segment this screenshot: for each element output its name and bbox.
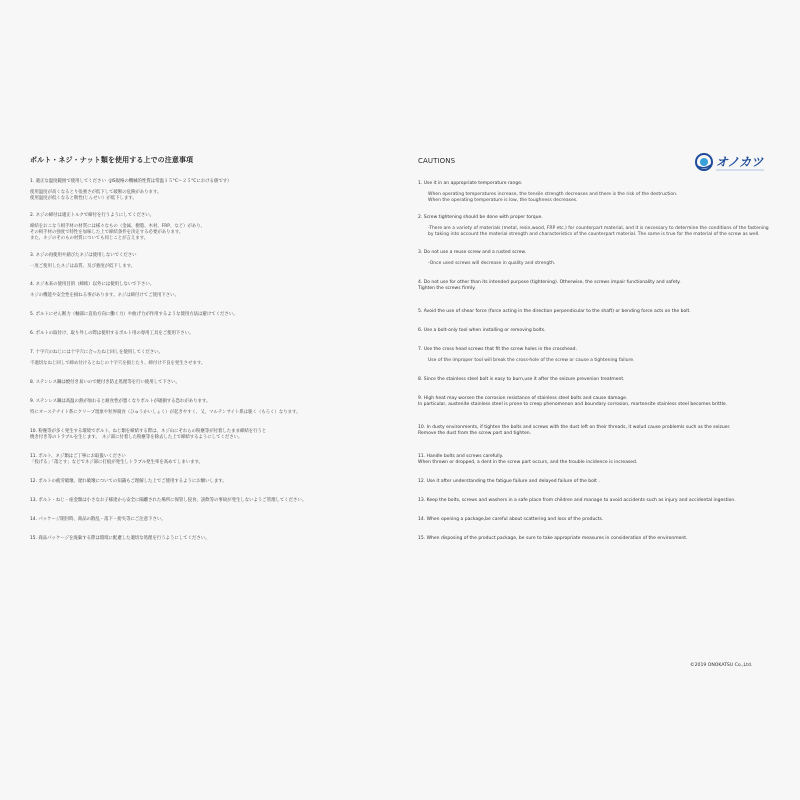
jp-item-head: 14. パッケージ開封時、商品の散乱・落下・紛失等にご注意下さい。 bbox=[30, 517, 166, 522]
jp-item-head: 3. ネジの再使用や錆びたネジは使用しないでください bbox=[30, 253, 137, 258]
en-item-12 bbox=[418, 479, 788, 485]
en-item-head: 8. Since the stainless steel bolt is easy to burn,use it after the seizure prevenion treatment. bbox=[418, 377, 625, 382]
en-item-note: -There are a variety of materials (metal, resin,wood, FRP etc.) for counterpart material, and it is necessary to determine the conditions of the fastening by taking into account the material strength and characteristics of the counterpart material. The same is true for the material of the screw as well. bbox=[428, 226, 769, 237]
en-item-14 bbox=[418, 517, 788, 523]
en-item-head: 2. Screw tightening should be done with proper torque. bbox=[418, 215, 543, 220]
en-item-head: 5. Avoid the use of shear force (force acting in the direction perpendicular to the shaft) or bending force acts on the bolt. bbox=[418, 309, 691, 314]
en-item-7 bbox=[418, 347, 788, 364]
jp-item-note: ネジの機能や安全性を損ねる事があります。ネジは締付けてご使用下さい。 bbox=[30, 293, 179, 298]
jp-title: ボルト・ネジ・ナット類を使用する上での注意事項 bbox=[30, 156, 194, 164]
jp-item-note: 締結をおこなう相手材の材質には様々なもの（金属、樹脂、木材、FRP、など）があり、 その相手材の強度で特性を加味した上で締結条件を決定する必要があります。 また、ネジのそのもの材質についても同じことが言えます。 bbox=[30, 224, 206, 241]
en-item-4 bbox=[418, 280, 788, 292]
jp-item-12 bbox=[30, 479, 390, 485]
en-item-13 bbox=[418, 498, 788, 504]
jp-item-head: 6. ボルトの取付け、取り外しの際は使用するボルト用の専用工具をご使用下さい。 bbox=[30, 331, 194, 336]
en-item-list bbox=[418, 181, 788, 542]
en-item-15 bbox=[418, 536, 788, 542]
jp-item-head: 13. ボルト・ねじ・座金類は小さなお子様達から安全に隔離された場所に保管し侵食、誤飲等の事故が発生しないようご管理してください。 bbox=[30, 498, 307, 503]
jp-item-head: 12. ボルトの疲労破壊、遅れ破壊についての知識もご理解した上でご使用するようにお願いします。 bbox=[30, 479, 227, 484]
jp-item-13 bbox=[30, 498, 390, 504]
en-item-note: -Once used screws will decrease in quality and strength. bbox=[428, 261, 556, 266]
jp-item-list bbox=[30, 179, 390, 542]
jp-item-head: 7. 十字穴のねじには十字穴に合ったねじ回しを使用してください。 bbox=[30, 350, 163, 355]
jp-item-head: 10. 粉塵等が多く発生する環境でボルト、ねじ類を締結する際は、ネジ山にそれらの粉塵等が付着したまま締結を行うと 焼き付き等のトラブルを生じます。 ネジ部に付着した粉塵等を除去した上で締結するようにしてください。 bbox=[30, 429, 267, 440]
en-item-3 bbox=[418, 250, 788, 267]
jp-item-head: 11. ボルト、ネジ類はご丁寧にお取扱いください 「投げる」「落とす」などでネジ部に打痕が発生しトラブル発生率を高めてしまいます。 bbox=[30, 454, 203, 465]
en-item-8 bbox=[418, 377, 788, 383]
english-cautions bbox=[418, 157, 788, 542]
jp-item-4 bbox=[30, 282, 390, 299]
jp-item-head: 2. ネジの締付は適正トルクで締付を行うようにしてください。 bbox=[30, 213, 155, 218]
en-item-2 bbox=[418, 215, 788, 238]
en-item-9 bbox=[418, 396, 788, 408]
jp-item-5 bbox=[30, 312, 390, 318]
jp-item-head: 8. ステンレス鋼は焼付き易いので焼付き防止処理等を行い使用して下さい。 bbox=[30, 380, 180, 385]
en-item-head: 10. In dusty environments, if tighten the bolts and screws with the dust left on their threads, it wolud cause problemls such as the seizuer. Remove the dust from the screw part and tighten. bbox=[418, 425, 731, 436]
en-item-head: 6. Use a bolt-only tool when installing or removing bolts. bbox=[418, 328, 546, 333]
logo-wordmark: オノカツ bbox=[716, 155, 764, 169]
jp-item-head: 4. ネジ本来の使用目的（締結）以外には使用しないで下さい。 bbox=[30, 282, 155, 287]
en-item-head: 1. Use it in an appropriate temperature range. bbox=[418, 181, 523, 186]
onokatsu-logo bbox=[694, 151, 766, 173]
onokatsu-logo-icon bbox=[694, 151, 766, 173]
jp-item-note: 特にオーステナイト系にクリープ現象や粒界腐食（ひゅうかいしょく）が起きやすく、又、マルテンサイト系は脆く（もろく）なります。 bbox=[30, 410, 301, 415]
en-item-head: 14. When opening a package,be careful about scattering and loss of the products. bbox=[418, 517, 604, 522]
copyright: ©2019 ONOKATSU Co.,Ltd. bbox=[690, 663, 753, 668]
en-item-10 bbox=[418, 425, 788, 437]
jp-item-head: 15. 商品パッケージを廃棄する際は環境に配慮した適切な処理を行うようにしてください。 bbox=[30, 536, 210, 541]
jp-item-10 bbox=[30, 429, 390, 441]
jp-item-1 bbox=[30, 179, 390, 202]
en-item-note: Use of the improper tool will break the cross-hole of the screw or cause a tightening failure. bbox=[428, 358, 635, 363]
jp-item-head: 5. ボルトにせん断力（軸部に直角方向に働く力）や曲げ力が作用するような使用方法は避けてください。 bbox=[30, 312, 238, 317]
jp-item-7 bbox=[30, 350, 390, 367]
en-title: CAUTIONS bbox=[418, 157, 456, 165]
jp-item-11 bbox=[30, 454, 390, 466]
jp-item-8 bbox=[30, 380, 390, 386]
en-item-head: 15. When disposing of the product package, be sure to take appropriate measures in consideration of the environment. bbox=[418, 536, 688, 541]
en-item-head: 12. Use it after understanding the fatigue failure and delayed failure of the bolt . bbox=[418, 479, 600, 484]
jp-item-9 bbox=[30, 399, 390, 416]
jp-item-note: 一度ご使用したネジは品質、及び強度が低下します。 bbox=[30, 264, 136, 269]
en-item-head: 4. Do not use for other than its intended purpose (tightening). Otherwise, the screws impair functionality and safety. Tighten the screws firmly. bbox=[418, 280, 681, 291]
jp-item-head: 1. 適正な温度範囲で使用してください（JIS規格の機械的性質は常温１５°C〜２５°Cにおける値です） bbox=[30, 179, 232, 184]
en-item-5 bbox=[418, 309, 788, 315]
jp-item-head: 9. ステンレス鋼は高温の熱が加わると耐食性が悪くなりボルトが破損する恐れがあります。 bbox=[30, 399, 211, 404]
en-item-head: 7. Use the cross head screws that fit the screw holes in the crosshead. bbox=[418, 347, 577, 352]
jp-item-6 bbox=[30, 331, 390, 337]
en-item-1 bbox=[418, 181, 788, 204]
jp-item-3 bbox=[30, 253, 390, 270]
japanese-cautions bbox=[30, 155, 390, 542]
en-item-6 bbox=[418, 328, 788, 334]
jp-item-15 bbox=[30, 536, 390, 542]
en-item-11 bbox=[418, 454, 788, 466]
en-item-head: 11. Handle bolts and screws carefully. When thrown or dropped, a dent in the screw part occurs, and the trouble incidence is increased. bbox=[418, 454, 638, 465]
en-item-note: When operating temperatures increase, the tensile strength decreases and there is the risk of the destruction. When the operating temperature is low, the toughness decreases. bbox=[428, 192, 678, 203]
jp-item-note: 使用温度が高くなるとり張強さが低下して破断の危険があります。 使用温度が低くなると靭性(じんせい）が低下します。 bbox=[30, 190, 162, 201]
en-item-head: 3. Do not use a reuse screw and a rusted screw. bbox=[418, 250, 527, 255]
jp-item-note: 不適切なねじ回しで締め付けるとねじの十字穴を損じたり、締付け不良を発生させます。 bbox=[30, 361, 206, 366]
en-item-head: 13. Keep the bolts, screws and washers in a safe place from children and manage to avoid accidents such as injury and accidental ingestion. bbox=[418, 498, 736, 503]
en-item-head: 9. High heat may worsen the corrosion resistance of stainless steel bolts and cause damage. In particular, austenite stainless steel is prone to creep phenomenon and boundary corrosion, martensite stainless steel becomes brittle. bbox=[418, 396, 728, 407]
jp-item-2 bbox=[30, 213, 390, 242]
jp-item-14 bbox=[30, 517, 390, 523]
